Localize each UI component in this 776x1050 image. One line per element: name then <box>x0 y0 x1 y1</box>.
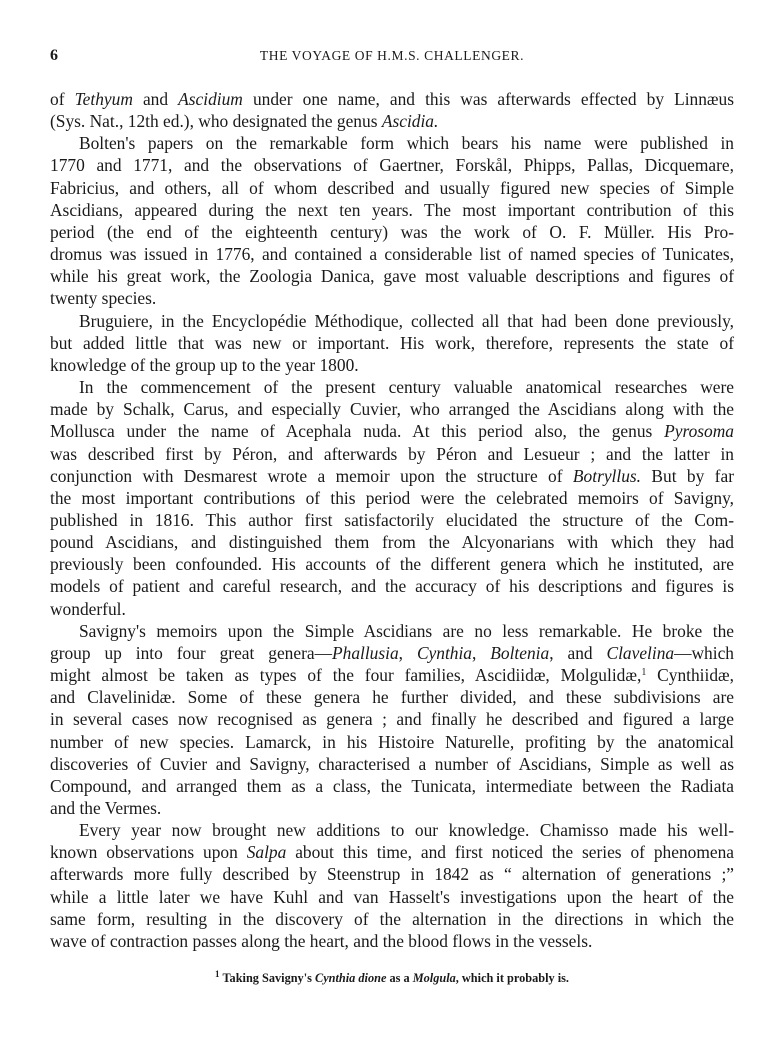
text-line <box>50 221 734 243</box>
text-line <box>50 132 734 154</box>
text-run: number of new species. Lamarck, in his Histoire Naturelle, profiting by the anatomical <box>50 731 734 752</box>
text-line <box>50 664 734 686</box>
text-line <box>50 420 734 442</box>
text-line <box>50 620 734 642</box>
text-run: Ascidians, appeared during the next ten years. The most important contribution of this <box>50 199 734 220</box>
italic-term: Pyrosoma <box>664 421 734 442</box>
text-line <box>50 531 734 553</box>
text-line <box>50 731 734 753</box>
text-line <box>50 376 734 398</box>
italic-term: Boltenia <box>490 642 550 663</box>
text-line <box>50 487 734 509</box>
text-run: , <box>398 642 417 663</box>
text-line <box>50 243 734 265</box>
text-line <box>50 908 734 930</box>
text-run: group up into four great genera— <box>50 642 332 663</box>
text-run: Mollusca under the name of Acephala nuda. At this period also, the genus <box>50 421 665 442</box>
running-title: THE VOYAGE OF H.M.S. CHALLENGER. <box>259 48 525 63</box>
footnote-ref: 1 <box>641 667 647 679</box>
text-line <box>50 553 734 575</box>
body-text <box>50 88 734 952</box>
text-run: Bolten's papers on the remarkable form which bears his name were published in <box>79 133 734 154</box>
italic-term: Molgula <box>412 971 456 985</box>
text-run: , and <box>549 642 607 663</box>
text-line <box>50 753 734 775</box>
paragraph <box>50 310 734 376</box>
paragraph <box>50 819 734 952</box>
text-run: previously been confounded. His accounts of the different genera which he instituted, are <box>50 554 734 575</box>
text-line <box>50 708 734 730</box>
text-run: same form, resulting in the discovery of the alternation in the directions in which the <box>50 908 734 929</box>
italic-term: Ascidium <box>178 89 243 109</box>
text-run: wonderful. <box>50 598 126 619</box>
text-line <box>50 465 734 487</box>
text-run: But by far <box>641 465 734 486</box>
text-line <box>50 310 734 332</box>
text-run: about this time, and first noticed the series of phenomena <box>286 842 734 863</box>
page-number: 6 <box>50 47 59 64</box>
text-line <box>50 642 734 664</box>
italic-term: Clavelina <box>606 642 675 663</box>
paragraph <box>50 88 734 132</box>
text-line <box>50 398 734 420</box>
text-line <box>50 775 734 797</box>
text-run: Savigny's memoirs upon the Simple Ascidians are no less remarkable. He broke the <box>79 620 734 641</box>
text-run: known observations upon <box>50 842 247 863</box>
text-line <box>50 686 734 708</box>
footnote-marker: 1 <box>214 969 220 979</box>
italic-term: Phallusia <box>332 642 399 663</box>
text-run: made by Schalk, Carus, and especially Cuvier, who arranged the Ascidians along with the <box>50 399 734 420</box>
footnote <box>50 971 734 986</box>
text-run: (Sys. Nat., 12th ed.), who designated the genus <box>50 111 382 132</box>
text-run: while his great work, the Zoologia Danica, gave most valuable descriptions and figures of <box>50 266 734 287</box>
text-run: might almost be taken as types of the four families, Ascidiidæ, Molgulidæ, <box>50 665 642 686</box>
text-run: dromus was issued in 1776, and contained a considerable list of named species of Tunicates, <box>50 244 734 265</box>
text-run: Cynthiidæ, <box>646 665 734 686</box>
text-run: and <box>132 89 179 109</box>
italic-term: Cynthia <box>416 642 473 663</box>
italic-term: Botryllus. <box>572 465 642 486</box>
text-line <box>50 443 734 465</box>
paragraph <box>50 620 734 819</box>
text-line <box>50 199 734 221</box>
text-line <box>50 177 734 199</box>
paragraph <box>50 376 734 620</box>
text-run: Compound, and arranged them as a class, the Tunicata, intermediate between the Radiata <box>50 775 734 796</box>
text-run: under one name, and this was afterwards effected by Linnæus <box>242 89 734 109</box>
text-run: , <box>472 642 491 663</box>
text-run: pound Ascidians, and distinguished them from the Alcyonarians with which they had <box>50 532 734 553</box>
text-line <box>50 598 734 620</box>
text-line <box>50 930 734 952</box>
text-line <box>50 863 734 885</box>
text-line <box>50 886 734 908</box>
text-line <box>50 575 734 597</box>
text-run: , which it probably is. <box>455 971 569 985</box>
italic-term: Salpa <box>246 842 287 863</box>
text-run: conjunction with Desmarest wrote a memoir upon the structure of <box>50 465 573 486</box>
text-line <box>50 110 734 132</box>
text-run: Fabricius, and others, all of whom described and usually figured new species of Simple <box>50 177 734 198</box>
text-run: and the Vermes. <box>50 798 162 818</box>
paragraph <box>50 132 734 309</box>
text-line <box>50 819 734 841</box>
text-line <box>50 287 734 309</box>
text-run: afterwards more fully described by Steenstrup in 1842 as “ alternation of generations ;” <box>50 864 734 885</box>
text-line <box>50 332 734 354</box>
text-run: in several cases now recognised as genera ; and finally he described and figured a large <box>50 709 734 730</box>
italic-term: Tethyum <box>74 89 133 109</box>
text-run: wave of contraction passes along the heart, and the blood flows in the vessels. <box>50 930 593 951</box>
text-run: knowledge of the group up to the year 1800. <box>50 354 359 375</box>
text-run: of <box>50 89 75 109</box>
text-run: published in 1816. This author first satisfactorily elucidated the structure of the Com- <box>50 509 734 530</box>
text-line <box>50 154 734 176</box>
text-run: was described first by Péron, and afterwards by Péron and Lesueur ; and the latter in <box>50 443 734 464</box>
text-line <box>50 88 734 110</box>
text-line <box>50 841 734 863</box>
text-run: —which <box>674 642 735 663</box>
text-run: as a <box>386 971 413 985</box>
text-run: In the commencement of the present century valuable anatomical researches were <box>79 377 734 398</box>
text-run: Taking Savigny's <box>222 971 315 985</box>
text-run: 1770 and 1771, and the observations of Gaertner, Forskål, Phipps, Pallas, Dicquemare, <box>50 155 734 176</box>
italic-term: Ascidia. <box>381 111 439 132</box>
text-line <box>50 354 734 376</box>
text-line <box>50 265 734 287</box>
text-run: Every year now brought new additions to our knowledge. Chamisso made his well- <box>79 820 734 841</box>
text-run: the most important contributions of this period were the celebrated memoirs of Savigny, <box>50 487 734 508</box>
text-run: Bruguiere, in the Encyclopédie Méthodique, collected all that had been done previously, <box>79 310 734 331</box>
text-run: and Clavelinidæ. Some of these genera he further divided, and these subdivisions are <box>50 687 734 708</box>
text-run: period (the end of the eighteenth century) was the work of O. F. Müller. His Pro- <box>50 221 734 242</box>
running-head <box>50 47 734 67</box>
text-line <box>50 797 734 819</box>
text-run: twenty species. <box>50 288 157 309</box>
text-run: models of patient and careful research, and the accuracy of his descriptions and figures is <box>50 576 734 597</box>
text-run: while a little later we have Kuhl and van Hasselt's investigations upon the heart of the <box>50 886 734 907</box>
italic-term: Cynthia dione <box>315 971 387 985</box>
text-run: discoveries of Cuvier and Savigny, characterised a number of Ascidians, Simple as well as <box>50 753 734 774</box>
text-line <box>50 509 734 531</box>
text-run: but added little that was new or important. His work, therefore, represents the state of <box>50 332 734 353</box>
